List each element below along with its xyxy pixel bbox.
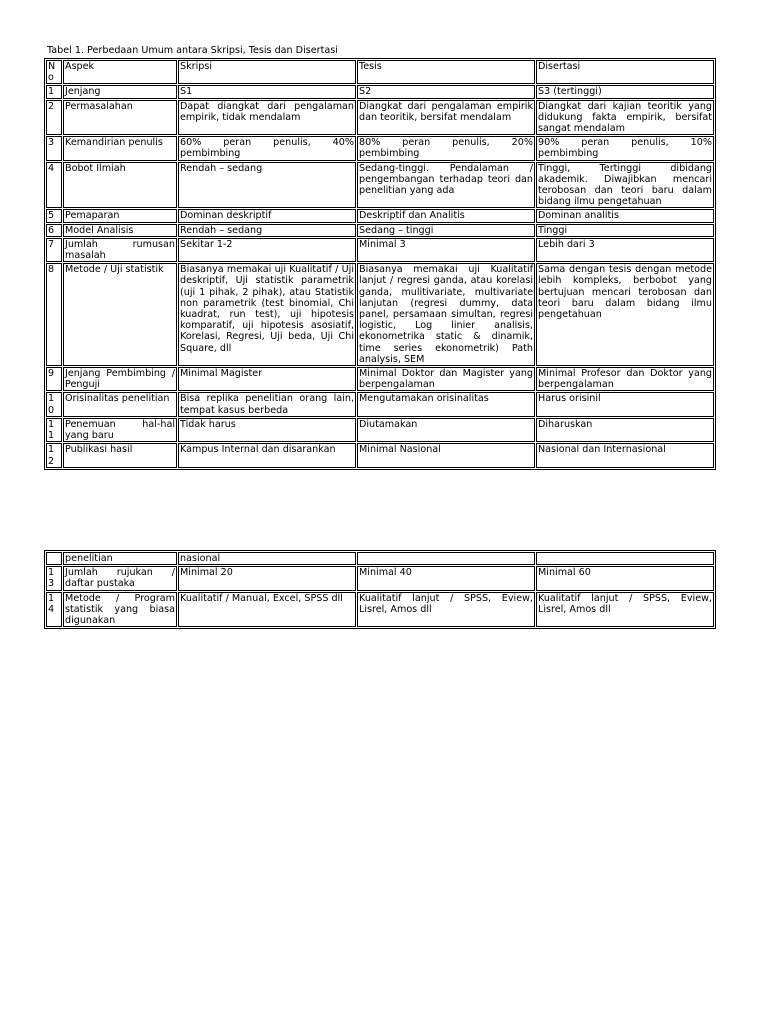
- cell-aspek: Penemuan hal-hal yang baru: [65, 418, 175, 442]
- header-disertasi: Disertasi: [536, 60, 714, 84]
- table-row: [46, 209, 714, 222]
- cell-skripsi: Dominan deskriptif: [178, 209, 356, 222]
- cell-no: 14: [46, 592, 62, 628]
- table-row: [46, 418, 714, 442]
- cell-aspek: Metode / Uji statistik: [63, 263, 177, 366]
- table-row: [46, 162, 714, 209]
- cell-skripsi: Minimal Magister: [178, 367, 356, 391]
- cell-no: 11: [46, 418, 62, 442]
- cell-tesis: [357, 552, 535, 565]
- continuation-row: [46, 552, 714, 565]
- cell-disertasi: Harus orisinil: [536, 392, 714, 416]
- cell-no: 12: [46, 443, 62, 467]
- cell-aspek: Permasalahan: [63, 100, 177, 136]
- cell-no: 10: [46, 392, 62, 416]
- cell-skripsi: 60% peran penulis, 40% pembimbing: [180, 137, 354, 160]
- cell-skripsi: nasional: [178, 552, 356, 565]
- cell-no: 9: [46, 367, 62, 391]
- cell-tesis: Biasanya memakai uji Kualitatif lanjut / regresi ganda, atau korelasi ganda, mulitivariate, multivariate lanjutan (regresi dummy, data panel, persamaan simultan, regresi logistic, Log linier analisis, ekonometrika static & dinamik, time series ekonometrik) Path analysis, SEM: [359, 264, 533, 365]
- cell-skripsi: S1: [178, 85, 356, 98]
- cell-tesis: Diutamakan: [357, 418, 535, 442]
- cell-aspek: Kemandirian penulis: [63, 136, 177, 160]
- cell-skripsi: Biasanya memakai uji Kualitatif / Uji deskriptif, Uji statistik parametrik (uji 1 pihak, 2 pihak), atau Statistik non parametrik (test binomial, Chi kuadrat, run test), uji hipotesis komparatif, uji hipotesis asosiatif, Korelasi, Regresi, Uji beda, Uji Chi Square, dll: [178, 263, 356, 366]
- cell-skripsi: Sekitar 1-2: [178, 238, 356, 262]
- table-row: [46, 367, 714, 391]
- cell-aspek: penelitian: [63, 552, 177, 565]
- cell-no: 2: [46, 100, 62, 136]
- cell-tesis: Sedang-tinggi. Pendalaman / pengembangan terhadap teori dan penelitian yang ada: [357, 162, 535, 209]
- cell-skripsi: Minimal 20: [178, 566, 356, 590]
- cell-aspek: Jumlah rujukan / daftar pustaka: [65, 567, 175, 590]
- cell-tesis: Minimal Doktor dan Magister yang berpengalaman: [359, 368, 533, 391]
- table-row: [46, 392, 714, 416]
- cell-disertasi: Lebih dari 3: [536, 238, 714, 262]
- table-row: [46, 592, 714, 628]
- cell-tesis: 80% peran penulis, 20% pembimbing: [359, 137, 533, 160]
- cell-disertasi: 90% peran penulis, 10% pembimbing: [538, 137, 712, 160]
- cell-disertasi: Tinggi, Tertinggi dibidang akademik. Diwajibkan mencari terobosan dan teori baru dalam bidang ilmu pengetahuan: [538, 162, 712, 208]
- cell-tesis: Minimal 40: [357, 566, 535, 590]
- cell-no: 8: [46, 263, 62, 366]
- cell-disertasi: Nasional dan Internasional: [536, 443, 714, 467]
- cell-disertasi: Kualitatif lanjut / SPSS, Eview, Lisrel, Amos dll: [536, 592, 714, 628]
- cell-disertasi: S3 (tertinggi): [536, 85, 714, 98]
- cell-disertasi: [536, 552, 714, 565]
- cell-skripsi: Kampus Internal dan disarankan: [178, 443, 356, 467]
- table-row: [46, 136, 714, 160]
- cell-no: 4: [46, 162, 62, 209]
- header-aspek: Aspek: [63, 60, 177, 84]
- cell-tesis: Sedang – tinggi: [357, 224, 535, 237]
- cell-aspek: Publikasi hasil: [63, 443, 177, 467]
- cell-skripsi: Rendah – sedang: [178, 162, 356, 209]
- cell-disertasi: Diharuskan: [536, 418, 714, 442]
- cell-no: 5: [46, 209, 62, 222]
- cell-tesis: Kualitatif lanjut / SPSS, Eview, Lisrel, Amos dll: [357, 592, 535, 628]
- cell-tesis: Deskriptif dan Analitis: [357, 209, 535, 222]
- cell-skripsi: Tidak harus: [178, 418, 356, 442]
- cell-skripsi: Kualitatif / Manual, Excel, SPSS dll: [178, 592, 356, 628]
- table-row: [46, 263, 714, 366]
- header-tesis: Tesis: [357, 60, 535, 84]
- cell-no: 3: [46, 136, 62, 160]
- cell-aspek: Bobot Ilmiah: [63, 162, 177, 209]
- cell-disertasi: Minimal 60: [536, 566, 714, 590]
- comparison-table: [44, 58, 716, 470]
- cell-tesis: Mengutamakan orisinalitas: [357, 392, 535, 416]
- table-row: [46, 224, 714, 237]
- table-row: [46, 566, 714, 590]
- header-row: [46, 60, 714, 84]
- cell-aspek: Jenjang: [63, 85, 177, 98]
- cell-skripsi: Bisa replika penelitian orang lain, tempat kasus berbeda: [180, 393, 354, 416]
- cell-aspek: Model Analisis: [63, 224, 177, 237]
- cell-no: 7: [46, 238, 62, 262]
- cell-aspek: Orisinalitas penelitian: [63, 392, 177, 416]
- cell-disertasi: Diangkat dari kajian teoritik yang didukung fakta empirik, bersifat sangat mendalam: [538, 100, 712, 135]
- table-row: [46, 100, 714, 136]
- cell-no: 6: [46, 224, 62, 237]
- cell-disertasi: Minimal Profesor dan Doktor yang berpengalaman: [538, 368, 712, 391]
- cell-aspek: Jenjang Pembimbing / Penguji: [65, 368, 175, 391]
- header-skripsi: Skripsi: [178, 60, 356, 84]
- cell-disertasi: Sama dengan tesis dengan metode lebih kompleks, berbobot yang bertujuan mencari terobosan dan teori baru dalam bidang ilmu pengetahuan: [536, 263, 714, 366]
- cell-disertasi: Tinggi: [536, 224, 714, 237]
- cell-tesis: Minimal Nasional: [357, 443, 535, 467]
- table-row: [46, 85, 714, 98]
- cell-disertasi: Dominan analitis: [536, 209, 714, 222]
- cell-aspek: Pemaparan: [63, 209, 177, 222]
- header-no: No: [46, 60, 62, 84]
- cell-skripsi: Dapat diangkat dari pengalaman empirik, tidak mendalam: [178, 100, 356, 136]
- table-row: [46, 238, 714, 262]
- table-row: [46, 443, 714, 467]
- cell-tesis: S2: [357, 85, 535, 98]
- cell-tesis: Diangkat dari pengalaman empirik dan teoritik, bersifat mendalam: [357, 100, 535, 136]
- cell-aspek: Jumlah rumusan masalah: [65, 238, 175, 262]
- cell-aspek: Metode / Program statistik yang biasa digunakan: [65, 592, 175, 627]
- table-caption: Tabel 1. Perbedaan Umum antara Skripsi, Tesis dan Disertasi: [47, 45, 338, 56]
- cell-no: [46, 552, 62, 565]
- cell-no: 13: [46, 566, 62, 590]
- cell-tesis: Minimal 3: [357, 238, 535, 262]
- comparison-table-continued: [44, 550, 716, 629]
- cell-no: 1: [46, 85, 62, 98]
- cell-skripsi: Rendah – sedang: [178, 224, 356, 237]
